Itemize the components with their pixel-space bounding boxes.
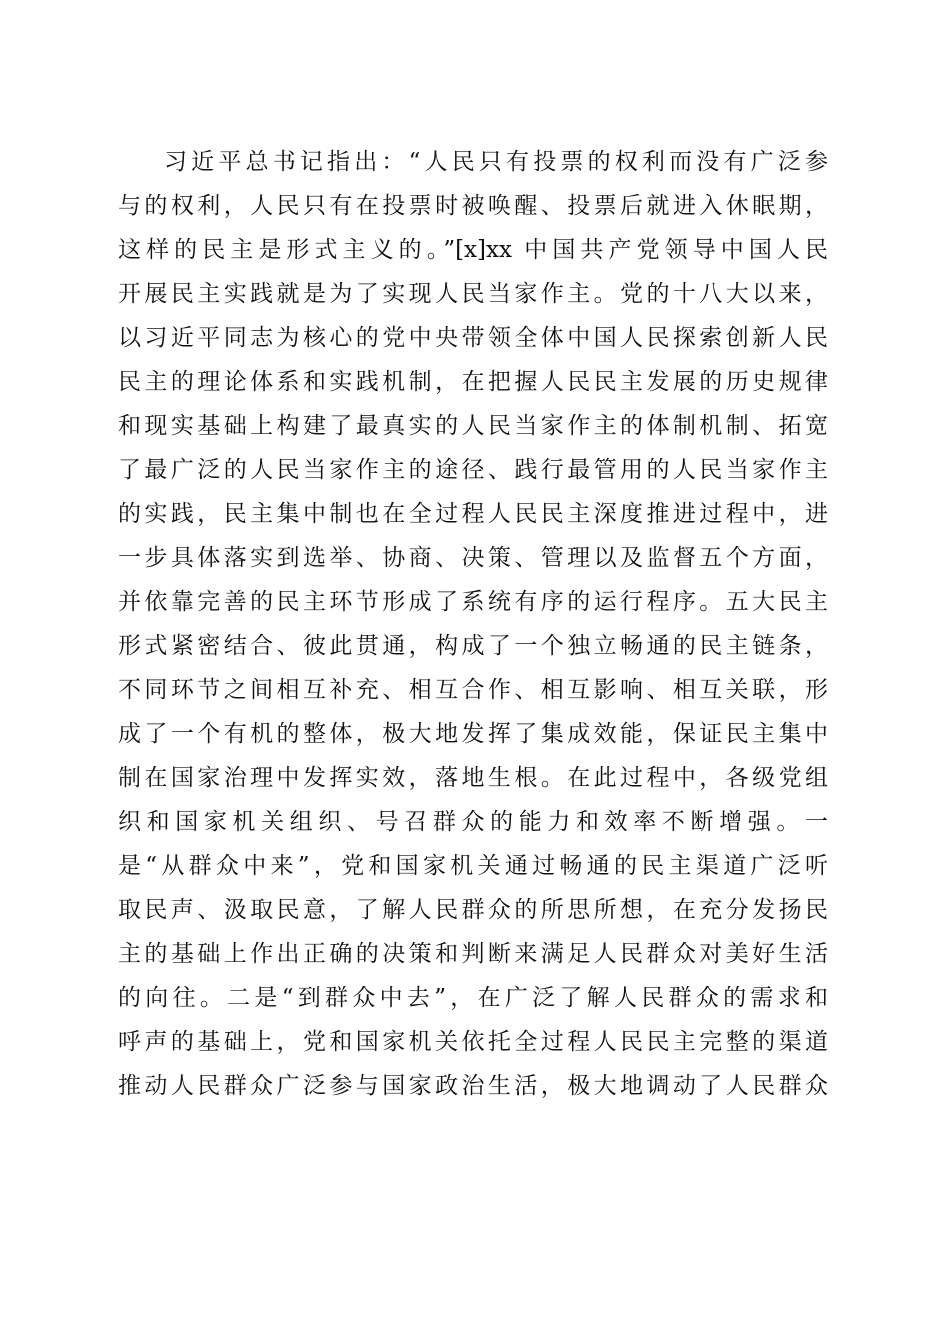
paragraph-line: 习近平总书记指出：“人民只有投票的权利而没有广泛参 xyxy=(164,149,828,175)
paragraph-line: 推动人民群众广泛参与国家政治生活，极大地调动了人民群众 xyxy=(118,1073,828,1099)
paragraph-line: 这样的民主是形式主义的。”[x]xx 中国共产党领导中国人民 xyxy=(118,237,828,263)
paragraph-line: 不同环节之间相互补充、相互合作、相互影响、相互关联，形 xyxy=(118,677,828,703)
paragraph-line: 取民声、汲取民意，了解人民群众的所思所想，在充分发扬民 xyxy=(118,897,828,923)
paragraph-line: 是“从群众中来”，党和国家机关通过畅通的民主渠道广泛听 xyxy=(118,853,828,879)
paragraph-line: 一步具体落实到选举、协商、决策、管理以及监督五个方面， xyxy=(118,545,828,571)
paragraph-line: 的实践，民主集中制也在全过程人民民主深度推进过程中，进 xyxy=(118,501,828,527)
paragraph-line: 与的权利，人民只有在投票时被唤醒、投票后就进入休眠期， xyxy=(118,193,828,219)
paragraph-line: 和现实基础上构建了最真实的人民当家作主的体制机制、拓宽 xyxy=(118,413,828,439)
paragraph-line: 民主的理论体系和实践机制，在把握人民民主发展的历史规律 xyxy=(118,369,828,395)
paragraph-line: 成了一个有机的整体，极大地发挥了集成效能，保证民主集中 xyxy=(118,721,828,747)
paragraph-line: 呼声的基础上，党和国家机关依托全过程人民民主完整的渠道 xyxy=(118,1029,828,1055)
paragraph-line: 主的基础上作出正确的决策和判断来满足人民群众对美好生活 xyxy=(118,941,828,967)
paragraph-line: 开展民主实践就是为了实现人民当家作主。党的十八大以来， xyxy=(118,281,828,307)
paragraph-line: 形式紧密结合、彼此贯通，构成了一个独立畅通的民主链条， xyxy=(118,633,828,659)
paragraph-line: 制在国家治理中发挥实效，落地生根。在此过程中，各级党组 xyxy=(118,765,828,791)
body-paragraph xyxy=(118,140,828,1108)
paragraph-line: 了最广泛的人民当家作主的途径、践行最管用的人民当家作主 xyxy=(118,457,828,483)
paragraph-line: 以习近平同志为核心的党中央带领全体中国人民探索创新人民 xyxy=(118,325,828,351)
paragraph-line: 并依靠完善的民主环节形成了系统有序的运行程序。五大民主 xyxy=(118,589,828,615)
paragraph-line: 的向往。二是“到群众中去”，在广泛了解人民群众的需求和 xyxy=(118,985,828,1011)
paragraph-line: 织和国家机关组织、号召群众的能力和效率不断增强。一 xyxy=(118,809,828,835)
